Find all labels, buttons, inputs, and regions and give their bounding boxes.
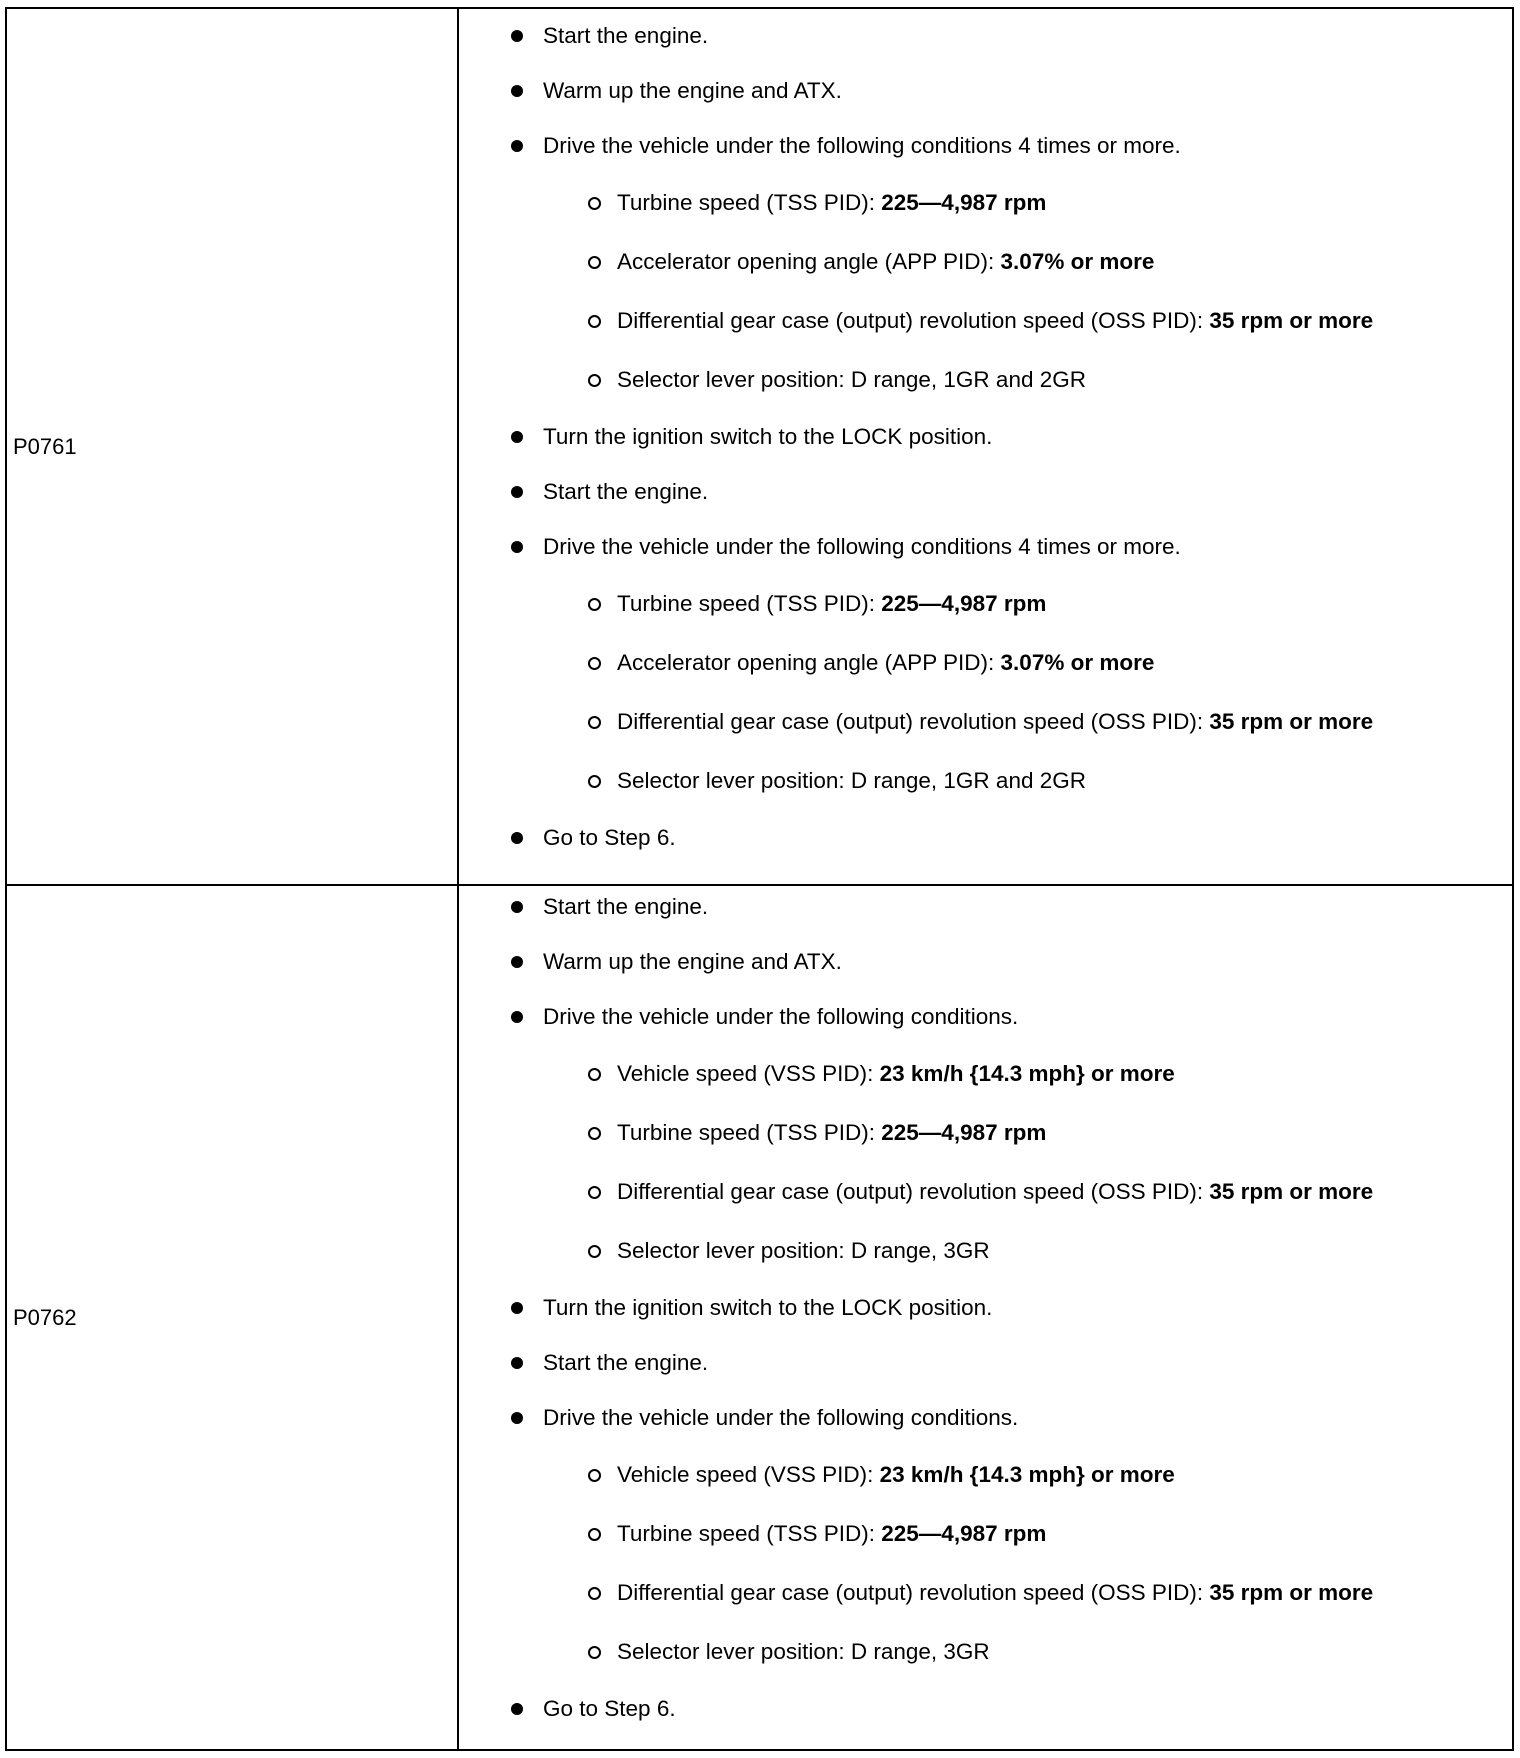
condition-item: Turbine speed (TSS PID): 225—4,987 rpm — [459, 1519, 1512, 1549]
bullet-ring-icon — [588, 256, 601, 269]
bullet-dot-icon — [511, 901, 523, 913]
bullet-dot-icon — [511, 431, 523, 443]
procedure-steps — [458, 8, 1513, 885]
condition-item: Differential gear case (output) revolution speed (OSS PID): 35 rpm or more — [459, 1578, 1512, 1608]
bullet-dot-icon — [511, 486, 523, 498]
bullet-dot-icon — [511, 1302, 523, 1314]
bullet-ring-icon — [588, 775, 601, 788]
bullet-dot-icon — [511, 1412, 523, 1424]
condition-item: Differential gear case (output) revolution speed (OSS PID): 35 rpm or more — [459, 1177, 1512, 1207]
dtc-code: P0762 — [6, 885, 458, 1750]
step-item: Drive the vehicle under the following conditions 4 times or more. Turbine speed (TSS PID): 225—4,987 rpm Accelerator opening angle (APP PID): 3.07% or more Differential gear case (output) revolution speed (OSS PID): 35 rpm or more Selector lever position: D range, 1GR and 2GR — [459, 133, 1512, 395]
condition-item: Turbine speed (TSS PID): 225—4,987 rpm — [459, 1118, 1512, 1148]
bullet-dot-icon — [511, 956, 523, 968]
bullet-ring-icon — [588, 374, 601, 387]
bullet-ring-icon — [588, 1127, 601, 1140]
step-item: Go to Step 6. — [459, 1696, 1512, 1722]
step-item: Start the engine. — [459, 23, 1512, 49]
condition-list — [543, 188, 1512, 395]
step-item: Warm up the engine and ATX. — [459, 949, 1512, 975]
bullet-ring-icon — [588, 1245, 601, 1258]
condition-item: Vehicle speed (VSS PID): 23 km/h {14.3 mph} or more — [459, 1059, 1512, 1089]
bullet-ring-icon — [588, 1646, 601, 1659]
bullet-ring-icon — [588, 657, 601, 670]
table-row — [6, 885, 1513, 1750]
condition-item: Accelerator opening angle (APP PID): 3.07% or more — [459, 247, 1512, 277]
condition-item: Turbine speed (TSS PID): 225—4,987 rpm — [459, 188, 1512, 218]
condition-item: Differential gear case (output) revolution speed (OSS PID): 35 rpm or more — [459, 306, 1512, 336]
bullet-ring-icon — [588, 315, 601, 328]
step-item: Turn the ignition switch to the LOCK position. — [459, 1295, 1512, 1321]
step-list — [459, 9, 1512, 851]
bullet-dot-icon — [511, 1703, 523, 1715]
condition-item: Selector lever position: D range, 3GR — [459, 1236, 1512, 1266]
step-item: Warm up the engine and ATX. — [459, 78, 1512, 104]
bullet-ring-icon — [588, 1469, 601, 1482]
step-item: Start the engine. — [459, 894, 1512, 920]
bullet-dot-icon — [511, 1357, 523, 1369]
bullet-dot-icon — [511, 541, 523, 553]
step-item: Turn the ignition switch to the LOCK position. — [459, 424, 1512, 450]
condition-item: Selector lever position: D range, 1GR and 2GR — [459, 365, 1512, 395]
bullet-dot-icon — [511, 832, 523, 844]
bullet-dot-icon — [511, 140, 523, 152]
dtc-code: P0761 — [6, 8, 458, 885]
bullet-ring-icon — [588, 197, 601, 210]
condition-list — [543, 1059, 1512, 1266]
table-row — [6, 8, 1513, 885]
bullet-dot-icon — [511, 85, 523, 97]
condition-item: Vehicle speed (VSS PID): 23 km/h {14.3 mph} or more — [459, 1460, 1512, 1490]
bullet-ring-icon — [588, 1186, 601, 1199]
step-item: Start the engine. — [459, 479, 1512, 505]
condition-item: Turbine speed (TSS PID): 225—4,987 rpm — [459, 589, 1512, 619]
condition-list — [543, 589, 1512, 796]
condition-item: Differential gear case (output) revolution speed (OSS PID): 35 rpm or more — [459, 707, 1512, 737]
bullet-ring-icon — [588, 716, 601, 729]
step-item: Drive the vehicle under the following conditions 4 times or more. Turbine speed (TSS PID): 225—4,987 rpm Accelerator opening angle (APP PID): 3.07% or more Differential gear case (output) revolution speed (OSS PID): 35 rpm or more Selector lever position: D range, 1GR and 2GR — [459, 534, 1512, 796]
step-item: Go to Step 6. — [459, 825, 1512, 851]
step-item: Drive the vehicle under the following conditions. Vehicle speed (VSS PID): 23 km/h {14.3 mph} or more Turbine speed (TSS PID): 225—4,987 rpm Differential gear case (output) revolution speed (OSS PID): 35 rpm or more Selector lever position: D range, 3GR — [459, 1405, 1512, 1667]
condition-item: Selector lever position: D range, 3GR — [459, 1637, 1512, 1667]
bullet-ring-icon — [588, 1068, 601, 1081]
condition-item: Selector lever position: D range, 1GR and 2GR — [459, 766, 1512, 796]
condition-list — [543, 1460, 1512, 1667]
bullet-dot-icon — [511, 30, 523, 42]
procedure-table — [5, 7, 1514, 1751]
bullet-dot-icon — [511, 1011, 523, 1023]
bullet-ring-icon — [588, 1587, 601, 1600]
step-item: Start the engine. — [459, 1350, 1512, 1376]
bullet-ring-icon — [588, 1528, 601, 1541]
step-item: Drive the vehicle under the following conditions. Vehicle speed (VSS PID): 23 km/h {14.3 mph} or more Turbine speed (TSS PID): 225—4,987 rpm Differential gear case (output) revolution speed (OSS PID): 35 rpm or more Selector lever position: D range, 3GR — [459, 1004, 1512, 1266]
procedure-steps — [458, 885, 1513, 1750]
condition-item: Accelerator opening angle (APP PID): 3.07% or more — [459, 648, 1512, 678]
bullet-ring-icon — [588, 598, 601, 611]
step-list — [459, 886, 1512, 1722]
